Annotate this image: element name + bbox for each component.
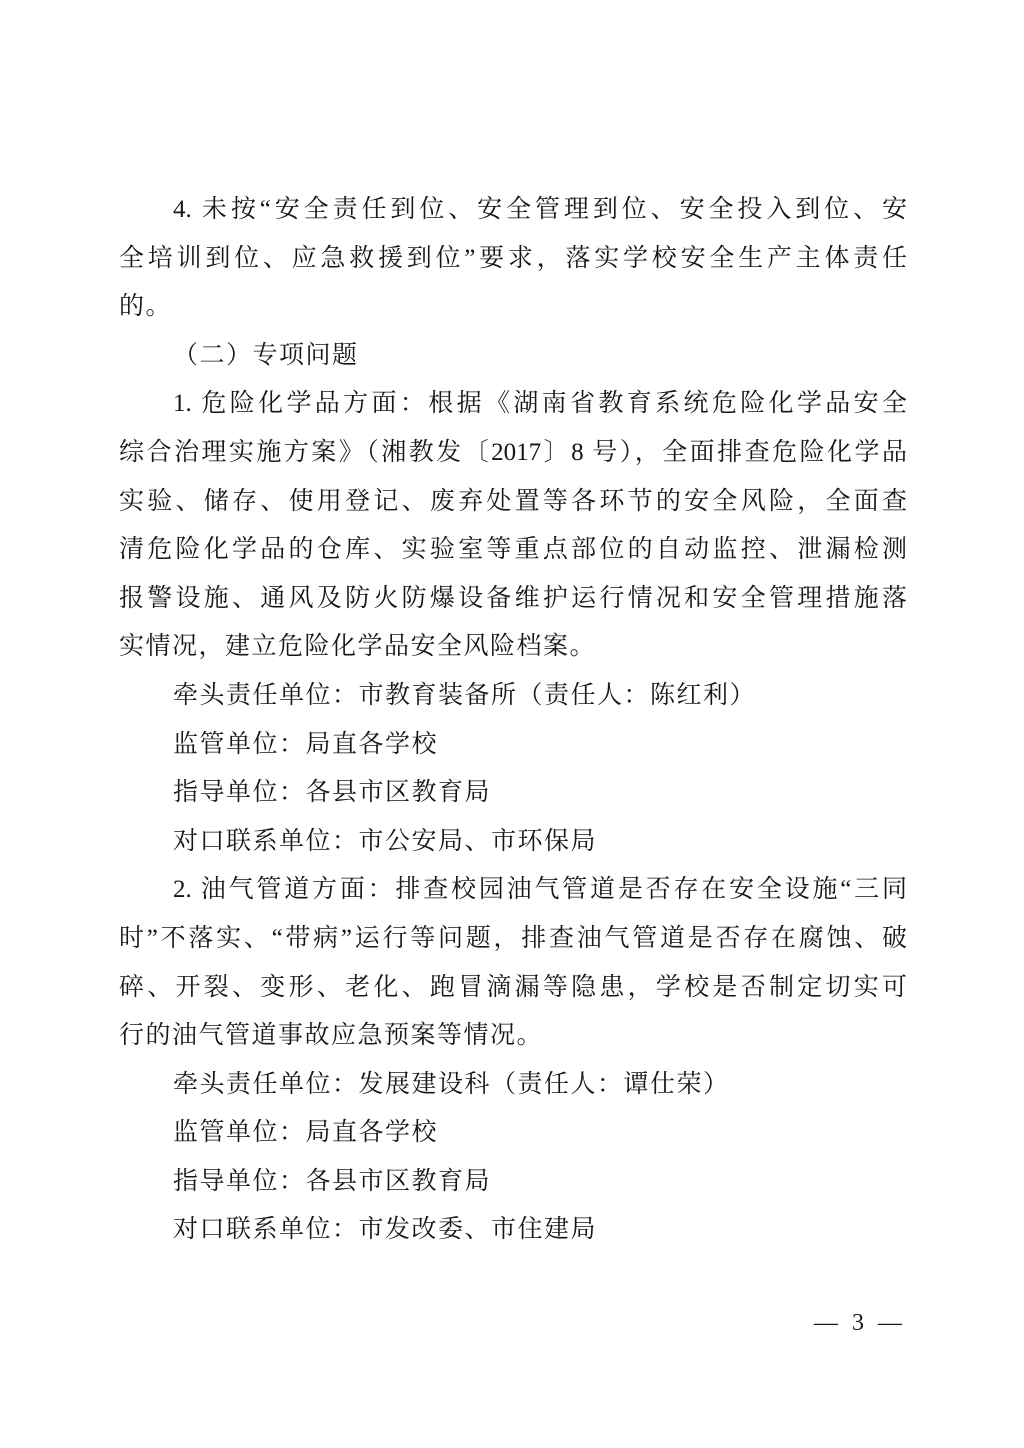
- text-line: 1. 危险化学品方面：根据《湖南省教育系统危险化学品安全: [173, 390, 907, 418]
- text-line: 监管单位：局直各学校: [173, 730, 439, 758]
- text-line: 牵头责任单位：市教育装备所（责任人：陈红利）: [173, 681, 757, 709]
- text-line: 对口联系单位：市发改委、市住建局: [173, 1216, 598, 1244]
- text-line: 牵头责任单位：发展建设科（责任人：谭仕荣）: [173, 1070, 730, 1098]
- page-number: — 3 —: [814, 1310, 906, 1336]
- text-line: 的。: [119, 293, 173, 321]
- text-line: 4. 未按“安全责任到位、安全管理到位、安全投入到位、安: [173, 196, 907, 223]
- text-line: 时”不落实、“带病”运行等问题，排查油气管道是否存在腐蚀、破: [119, 924, 907, 952]
- document-body: [119, 186, 907, 1255]
- text-line: 报警设施、通风及防火防爆设备维护运行情况和安全管理措施落: [119, 584, 907, 612]
- section-heading: （二）专项问题: [173, 341, 359, 369]
- text-line: 指导单位：各县市区教育局: [173, 1167, 492, 1195]
- text-line: 指导单位：各县市区教育局: [173, 779, 492, 807]
- text-line: 行的油气管道事故应急预案等情况。: [119, 1022, 544, 1050]
- text-line: 监管单位：局直各学校: [173, 1119, 439, 1147]
- text-line: 2. 油气管道方面：排查校园油气管道是否存在安全设施“三同: [173, 876, 907, 904]
- text-line: 实验、储存、使用登记、废弃处置等各环节的安全风险，全面查: [119, 487, 907, 515]
- text-line: 实情况，建立危险化学品安全风险档案。: [119, 633, 597, 661]
- text-line: 综合治理实施方案》（湘教发〔2017〕8 号），全面排查危险化学品: [119, 438, 907, 466]
- text-line: 清危险化学品的仓库、实验室等重点部位的自动监控、泄漏检测: [119, 536, 907, 564]
- text-line: 对口联系单位：市公安局、市环保局: [173, 827, 598, 855]
- text-line: 全培训到位、应急救援到位”要求，落实学校安全生产主体责任: [119, 244, 907, 272]
- text-line: 碎、开裂、变形、老化、跑冒滴漏等隐患，学校是否制定切实可: [119, 973, 907, 1001]
